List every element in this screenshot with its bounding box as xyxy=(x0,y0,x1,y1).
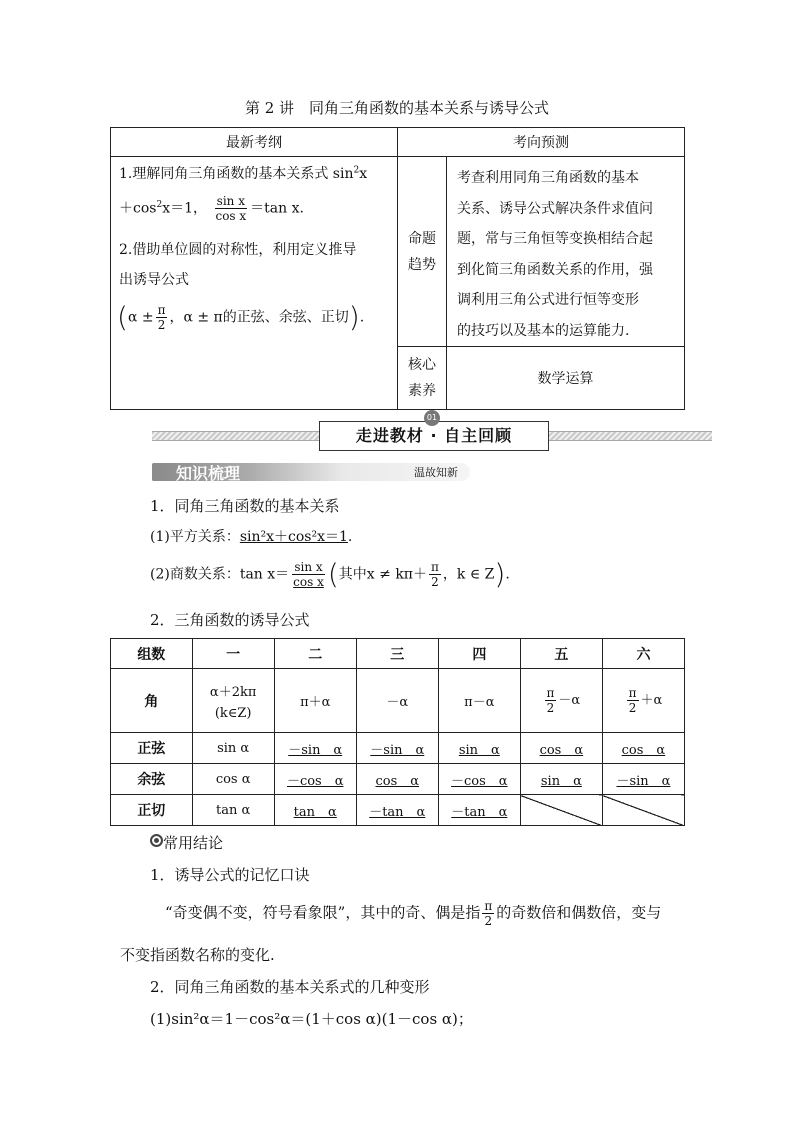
row-label-sin: 正弦 xyxy=(111,733,193,764)
row-label-cos: 余弦 xyxy=(111,764,193,795)
section-number-badge: 01 xyxy=(424,410,440,426)
header-1: 一 xyxy=(192,639,274,669)
header-5: 五 xyxy=(520,639,602,669)
angle-1: α＋2kπ (k∈Z) xyxy=(192,669,274,733)
induction-formula-table xyxy=(110,638,685,826)
sin-6: cos α xyxy=(602,733,684,764)
s2-heading: 2．三角函数的诱导公式 xyxy=(150,611,310,629)
syllabus-content xyxy=(111,157,398,410)
cos-6: －sin α xyxy=(602,764,684,795)
tan-3: －tan α xyxy=(356,795,438,826)
sin-4: sin α xyxy=(438,733,520,764)
page-title: 第 2 讲 同角三角函数的基本关系与诱导公式 xyxy=(244,99,550,117)
header-group: 组数 xyxy=(111,639,193,669)
syllabus-table xyxy=(110,127,685,410)
cos-4: －cos α xyxy=(438,764,520,795)
row-label-tan: 正切 xyxy=(111,795,193,826)
tan-1: tan α xyxy=(192,795,274,826)
req2-line2: 出诱导公式 xyxy=(119,272,189,288)
proposition-text: 考查利用同角三角函数的基本 关系、诱导公式解决条件求值问 题，常与三角恒等变换相结合起 到化简三角函数关系的作用，强 调利用三角公式进行恒等变形 的技巧以及基本的运算能力. xyxy=(447,157,685,347)
tan-4: －tan α xyxy=(438,795,520,826)
conclusion-h2: 2．同角三角函数的基本关系式的几种变形 xyxy=(150,978,430,996)
cos-2: －cos α xyxy=(274,764,356,795)
label-core-literacy: 核心 素养 xyxy=(398,347,447,410)
col-header-forecast: 考向预测 xyxy=(398,128,685,157)
header-6: 六 xyxy=(602,639,684,669)
sin-2: －sin α xyxy=(274,733,356,764)
angle-2: π＋α xyxy=(274,669,356,733)
knowledge-tag-sub: 温故知新 xyxy=(414,466,458,479)
header-3: 三 xyxy=(356,639,438,669)
cos-3: cos α xyxy=(356,764,438,795)
angle-5: $\frac{\pi}{2}$ －α xyxy=(520,669,602,733)
conclusion-title: 常用结论 xyxy=(150,832,223,853)
s1-square-relation: (1)平方关系：sin²x＋cos²x＝1. xyxy=(150,529,353,545)
section-banner: 走进教材 · 自主回顾 xyxy=(319,421,549,451)
cos-5: sin α xyxy=(520,764,602,795)
label-proposition: 命题 趋势 xyxy=(398,157,447,347)
tan-6-empty xyxy=(602,795,684,826)
conclusion-h1: 1．诱导公式的记忆口诀 xyxy=(150,866,310,884)
sin-1: sin α xyxy=(192,733,274,764)
req1-line2: $+\cos^2x=1$， $\frac{\text{sin x}}{\text{cos x}}$ ＝tan x. xyxy=(119,194,304,223)
tan-2: tan α xyxy=(274,795,356,826)
angle-4: π－α xyxy=(438,669,520,733)
col-header-syllabus: 最新考纲 xyxy=(111,128,398,157)
cos-1: cos α xyxy=(192,764,274,795)
s1-heading: 1．同角三角函数的基本关系 xyxy=(150,497,340,515)
req1-line1: 1.理解同角三角函数的基本关系式 $\sin^2x$ xyxy=(119,165,368,182)
conclusion-p1: “奇变偶不变，符号看象限”，其中的奇、偶是指 $\frac{\pi}{2}$ 的奇数倍和偶数倍，变与 xyxy=(165,899,662,928)
banner-stripe-right xyxy=(546,431,712,441)
target-icon xyxy=(150,834,163,847)
sin-5: cos α xyxy=(520,733,602,764)
core-literacy-value: 数学运算 xyxy=(447,347,685,410)
conclusion-formula-1: (1)sin²α＝1－cos²α＝(1＋cos α)(1－cos α)； xyxy=(150,1010,473,1028)
header-2: 二 xyxy=(274,639,356,669)
knowledge-tag-title: 知识梳理 xyxy=(176,464,241,483)
s1-quotient-relation: (2)商数关系：tan x＝ $\frac{\text{sin x}}{\text{cos x}}$ (其中x ≠ kπ＋ $\frac{\pi}{2}$ ，k ∈ Z). xyxy=(150,557,510,591)
knowledge-tag xyxy=(152,463,470,481)
req2-line1: 2.借助单位圆的对称性，利用定义推导 xyxy=(119,242,357,258)
conclusion-p1-cont: 不变指函数名称的变化. xyxy=(120,946,275,964)
req2-line3: (α ± $\frac{\pi}{2}$ ，α ± π的正弦、余弦、正切). xyxy=(117,300,365,334)
header-4: 四 xyxy=(438,639,520,669)
sin-3: －sin α xyxy=(356,733,438,764)
tan-5-empty xyxy=(520,795,602,826)
row-label-angle: 角 xyxy=(111,669,193,733)
banner-stripe-left xyxy=(152,431,320,441)
angle-3: －α xyxy=(356,669,438,733)
angle-6: $\frac{\pi}{2}$ ＋α xyxy=(602,669,684,733)
